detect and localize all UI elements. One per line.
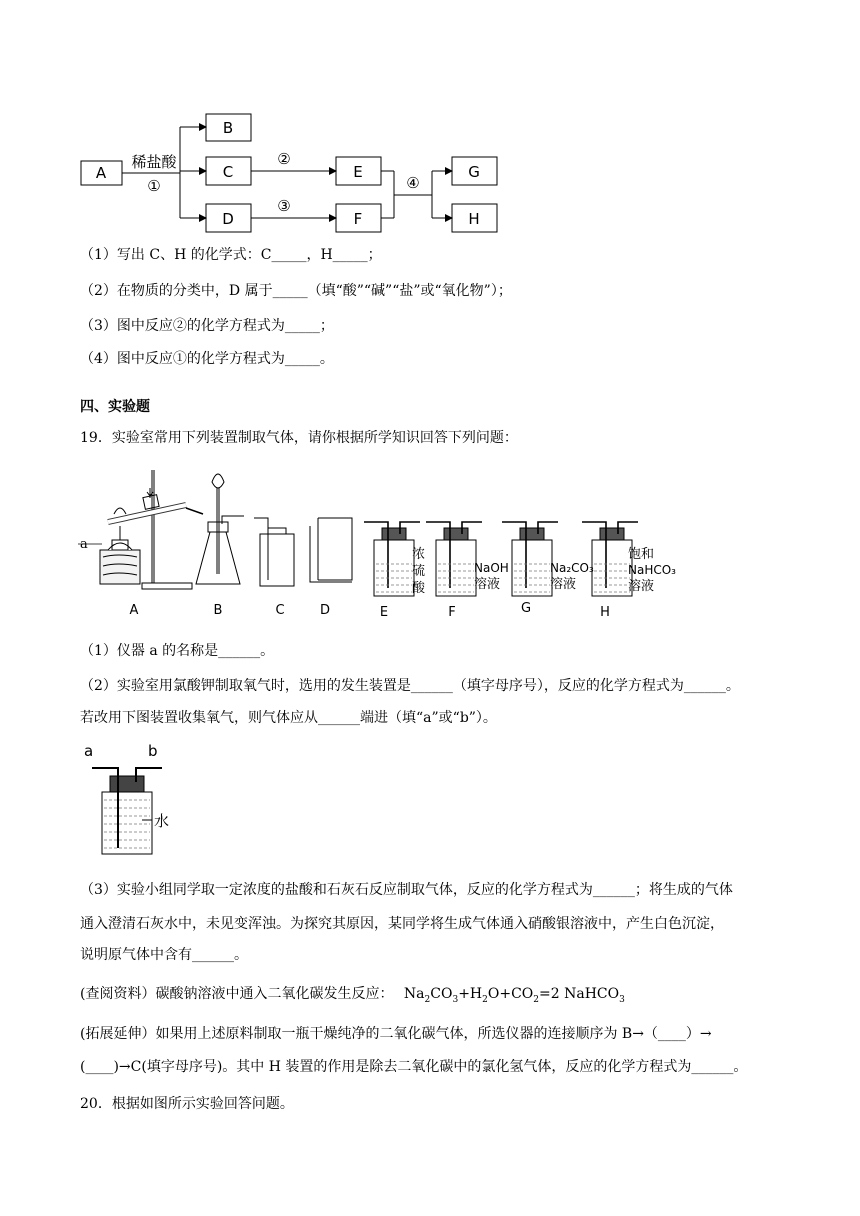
q19-part-4 (80, 984, 625, 1010)
apparatus-label-a: A (129, 603, 139, 618)
apparatus-label-b: B (213, 603, 223, 618)
apparatus-label-c: C (275, 603, 285, 618)
collector-water-label: 水 (154, 812, 170, 830)
h-reagent-3: 溶液 (628, 579, 655, 594)
equation: $Na_2CO_3+H_2O+CO_2=2$ NaHCO$_3$ (403, 986, 625, 1005)
box-h: H (468, 210, 480, 228)
apparatus-label-e: E (379, 605, 389, 620)
h-reagent-1: 饱和 (628, 547, 655, 562)
reaction-3-label: ③ (277, 197, 291, 215)
flow-chart (70, 105, 520, 240)
e-reagent-3: 酸 (412, 581, 426, 596)
q19-part-5b: (____)→C(填字母序号)。其中 H 装置的作用是除去二氧化碳中的氯化氢气体，反应的化学方程式为______。 (80, 1059, 748, 1075)
h-reagent-2: NaHCO₃ (628, 563, 676, 577)
apparatus-a-label: a (80, 537, 88, 552)
q18-part-3: （3）图中反应②的化学方程式为_____； (80, 318, 334, 334)
apparatus-label-g: G (520, 601, 532, 616)
box-e: E (353, 163, 363, 181)
box-g: G (468, 163, 480, 181)
f-reagent-1: NaOH (474, 561, 509, 575)
q19-part-1: （1）仪器 a 的名称是______。 (80, 643, 275, 659)
q19-title: 19．实验室常用下列装置制取气体，请你根据所学知识回答下列问题： (80, 430, 518, 446)
box-c: C (222, 163, 234, 181)
q19-part-3c: 说明原气体中含有______。 (80, 947, 248, 963)
q19-part-2b: 若改用下图装置收集氧气，则气体应从______端进（填“a”或“b”）。 (80, 710, 497, 726)
apparatus-label-h: H (600, 605, 610, 620)
e-reagent-1: 浓 (412, 547, 426, 562)
reaction-2-label: ② (277, 150, 291, 168)
research-note: (查阅资料）碳酸钠溶液中通入二氧化碳发生反应： (80, 986, 394, 1002)
reaction-4-label: ④ (406, 174, 420, 192)
collector-figure (80, 740, 180, 858)
collector-b-label: b (148, 742, 158, 760)
box-b: B (222, 119, 234, 137)
box-a: A (95, 164, 107, 182)
apparatus-label-f: F (448, 605, 456, 620)
apparatus-figure (78, 462, 688, 624)
section-heading: 四、实验题 (80, 399, 150, 415)
q18-part-2: （2）在物质的分类中，D 属于_____（填“酸”“碱”“盐”或“氧化物”）； (80, 283, 512, 299)
q18-part-4: （4）图中反应①的化学方程式为_____。 (80, 351, 334, 367)
apparatus-label-d: D (319, 603, 331, 618)
box-d: D (222, 210, 234, 228)
reaction-1-label: ① (147, 177, 161, 195)
q18-part-1: （1）写出 C、H 的化学式：C_____，H_____； (80, 247, 382, 263)
q19-part-3b: 通入澄清石灰水中，未见变浑浊。为探究其原因，某同学将生成气体通入硝酸银溶液中，产生白色沉淀， (80, 916, 724, 932)
e-reagent-2: 硫 (412, 564, 426, 579)
reagent-label: 稀盐酸 (131, 153, 177, 171)
q20-title: 20．根据如图所示实验回答问题。 (80, 1096, 294, 1112)
q19-part-2a: （2）实验室用氯酸钾制取氧气时，选用的发生装置是______（填字母序号），反应的化学方程式为______。 (80, 678, 740, 694)
q19-part-5a: (拓展延伸）如果用上述原料制取一瓶干燥纯净的二氧化碳气体，所选仪器的连接顺序为 B→（____）→ (80, 1026, 712, 1042)
collector-a-label: a (84, 742, 94, 760)
q19-part-3a: （3）实验小组同学取一定浓度的盐酸和石灰石反应制取气体，反应的化学方程式为______；将生成的气体 (80, 882, 733, 898)
box-f: F (353, 210, 363, 228)
g-reagent-1: Na₂CO₃ (550, 561, 594, 575)
g-reagent-2: 溶液 (550, 577, 577, 592)
f-reagent-2: 溶液 (474, 577, 501, 592)
